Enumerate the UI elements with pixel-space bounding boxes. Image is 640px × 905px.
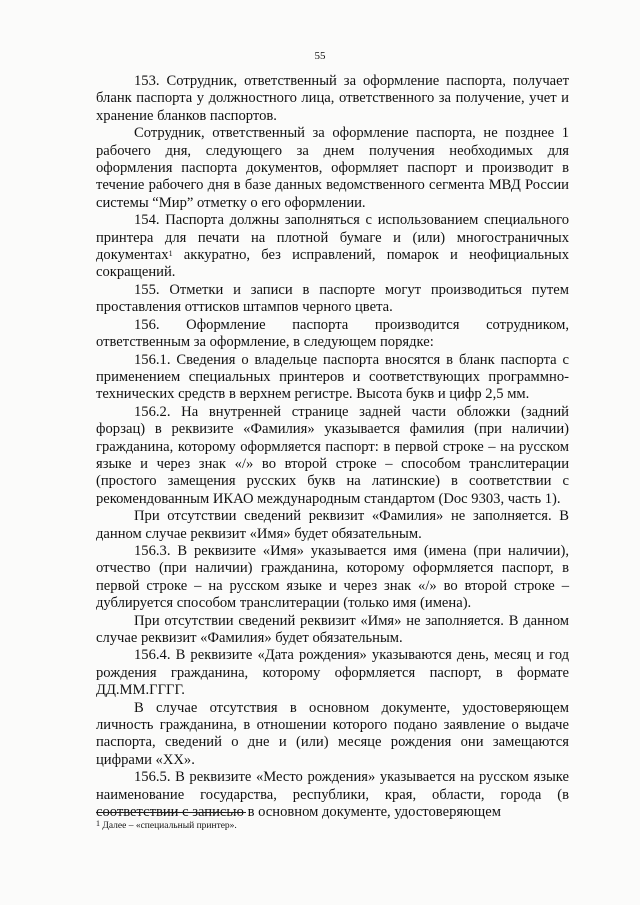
paragraph-156: 156. Оформление паспорта производится сотрудником, ответственным за оформление, в следующем порядке: xyxy=(96,316,569,351)
paragraph-154-before: 154. Паспорта должны заполняться с использованием специального принтера для печати на плотной бумаге и (или) многостраничных документах xyxy=(96,212,569,264)
paragraph-156-2: 156.2. На внутренней странице задней части обложки (задний форзац) в реквизите «Фамилия» указывается фамилия (при наличии) гражданина, которому оформляется паспорт: в первой строке – на русском языке и через знак «/» во второй строке – способом транслитерации (простого замещения русских букв на латинские) в соответствии с рекомендованным ИКАО международным стандартом (Doc 9303, часть 1). xyxy=(96,403,569,507)
page-number: 55 xyxy=(314,50,326,62)
paragraph-156-5: 156.5. В реквизите «Место рождения» указывается на русском языке наименование государства, республики, края, области, города (в соответствии с записью в основном документе, удостоверяющем xyxy=(96,769,569,821)
paragraph-156-4: 156.4. В реквизите «Дата рождения» указываются день, месяц и год рождения гражданина, которому оформляется паспорт, в формате ДД.ММ.ГГГГ. xyxy=(96,647,569,699)
footnote-divider xyxy=(96,812,246,813)
footnote-mark: 1 xyxy=(96,819,100,828)
paragraph-156-3: 156.3. В реквизите «Имя» указывается имя (имена (при наличии), отчество (при наличии) гражданина, которому оформляется паспорт, в первой строке – на русском языке и через знак «/» во второй строке – дублируется способом транслитерации (только имя (имена). xyxy=(96,542,569,612)
paragraph-153: 153. Сотрудник, ответственный за оформление паспорта, получает бланк паспорта у должностного лица, ответственного за получение, учет и хранение бланков паспортов. xyxy=(96,73,569,124)
paragraph-156-4-note: В случае отсутствия в основном документе, удостоверяющем личность гражданина, в отношении которого подано заявление о выдаче паспорта, сведений о дне и (или) месяце рождения они замещаются цифрами «ХХ». xyxy=(96,699,569,768)
paragraph-154-after: аккуратно, без исправлений, помарок и неофициальных сокращений. xyxy=(96,247,569,281)
paragraph-156-2-note: При отсутствии сведений реквизит «Фамилия» не заполняется. В данном случае реквизит «Имя» будет обязательным. xyxy=(96,508,569,542)
paragraph-156-1: 156.1. Сведения о владельце паспорта вносятся в бланк паспорта с применением специальных принтеров и соответствующих программно-технических средств в верхнем регистре. Высота букв и цифр 2,5 мм. xyxy=(96,351,569,403)
body-text xyxy=(96,73,569,821)
footnote-text: Далее – «специальный принтер». xyxy=(100,821,237,831)
footnote xyxy=(96,820,237,832)
paragraph-155: 155. Отметки и записи в паспорте могут производиться путем проставления оттисков штампов черного цвета. xyxy=(96,281,569,316)
paragraph-154 xyxy=(96,212,569,282)
footnote-ref: 1 xyxy=(168,249,173,259)
paragraph-153-cont: Сотрудник, ответственный за оформление паспорта, не позднее 1 рабочего дня, следующего за днем получения необходимых для оформления паспорта документов, оформляет паспорт и производит в течение рабочего дня в базе данных ведомственного сегмента МВД России системы “Мир” отметку о его оформлении. xyxy=(96,125,569,211)
paragraph-156-3-note: При отсутствии сведений реквизит «Имя» не заполняется. В данном случае реквизит «Фамилия» будет обязательным. xyxy=(96,612,569,646)
